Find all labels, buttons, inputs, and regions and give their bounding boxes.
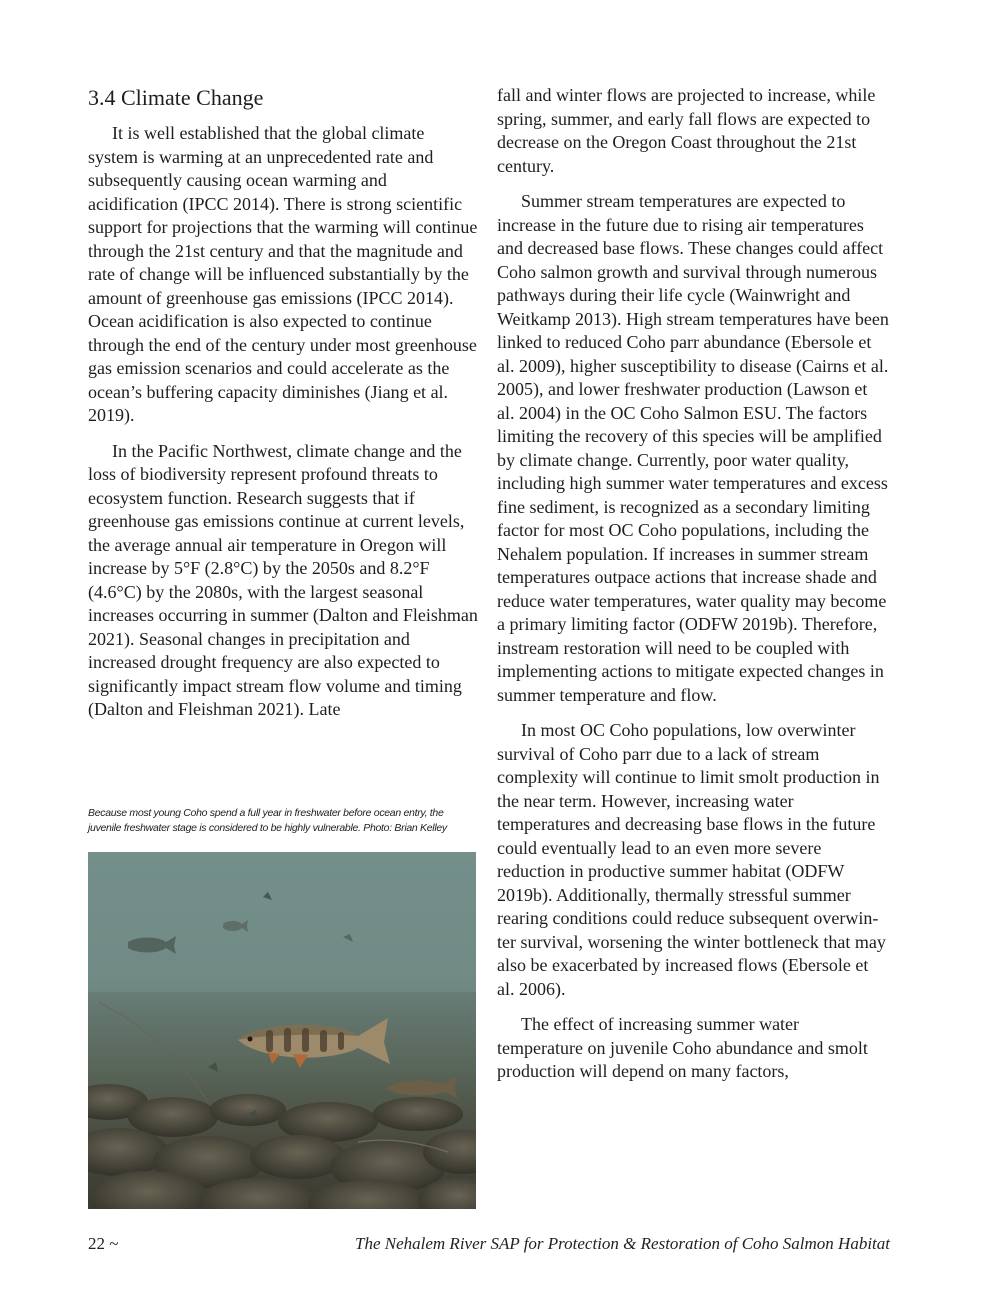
paragraph-continuation: fall and winter flows are projected to increase, while spring, summer, and early fall flows are expected to decrease on the Oregon Coast throughout the 21st century. [497, 85, 876, 176]
right-column [497, 84, 889, 1096]
juvenile-coho-photo [88, 852, 476, 1209]
photo-caption: Because most young Coho spend a full year in freshwater before ocean entry, the juvenile freshwater stage is considered to be highly vulnerable. Photo: Brian Kelley [88, 807, 447, 834]
running-footer-title: The Nehalem River SAP for Protection & Restoration of Coho Salmon Habitat [355, 1234, 890, 1253]
paragraph: The effect of increasing summer water temperature on juvenile Coho abundance and smolt production will depend on many factors, [497, 1014, 868, 1081]
page-number: 22 ~ [88, 1234, 119, 1253]
paragraph: In most OC Coho populations, low overwinter survival of Coho parr due to a lack of stream complexity will continue to limit smolt production in the near term. However, increasing water temperatures and decreasing base flows in the future could eventually lead to an even more severe reduction in productive summer habitat (ODFW 2019b). Additionally, thermally stressful summer rearing conditions could reduce subsequent overwinter survival, worsening the winter bottleneck that may also be exacerbated by increased flows (Ebersole et al. 2006). [497, 720, 886, 999]
section-heading: 3.4 Climate Change [88, 85, 264, 110]
paragraph: Summer stream temperatures are expected to increase in the future due to rising air temperatures and decreased base flows. These changes could affect Coho salmon growth and survival through numerous pathways during their life cycle (Wainwright and Weitkamp 2013). High stream temperatures have been linked to reduced Coho parr abundance (Ebersole et al. 2009), higher susceptibility to disease (Cairns et al. 2005), and lower freshwater production (Lawson et al. 2004) in the OC Coho Salmon ESU. The factors limiting the recovery of this species will be amplified by climate change. Currently, poor water quality, including high summer water temperatures and excess fine sediment, is recognized as a secondary limiting factor for most OC Coho populations, including the Nehalem population. If increases in summer stream temperatures outpace actions that increase shade and reduce water temperatures, water quality may become a primary limiting factor (ODFW 2019b). Therefore, instream restoration will need to be coupled with implementing actions to mitigate expected changes in summer temperature and flow. [497, 191, 889, 705]
left-column [88, 84, 478, 734]
underwater-scene-image [88, 852, 476, 1209]
paragraph: It is well established that the global climate system is warming at an unprecedented rate and subsequently causing ocean warming and acidification (IPCC 2014). There is strong scientific support for projections that the warming will continue through the 21st century and that the magnitude and rate of change will be influenced substantially by the amount of greenhouse gas emissions (IPCC 2014). Ocean acidification is also expected to continue through the end of the century under most greenhouse gas emission scenarios and could accelerate as the ocean’s buffering capacity diminishes (Jiang et al. 2019). [88, 123, 478, 425]
paragraph: In the Pacific Northwest, climate change and the loss of biodiversity represent profound threats to ecosystem function. Research suggests that if greenhouse gas emissions continue at current levels, the average annual air temperature in Oregon will increase by 5°F (2.8°C) by the 2050s and 8.2°F (4.6°C) by the 2080s, with the largest seasonal increases occurring in summer (Dalton and Fleishman 2021). Seasonal changes in precipitation and increased drought frequency are also expected to significantly impact stream flow volume and timing (Dalton and Fleishman 2021). Late [88, 440, 478, 719]
